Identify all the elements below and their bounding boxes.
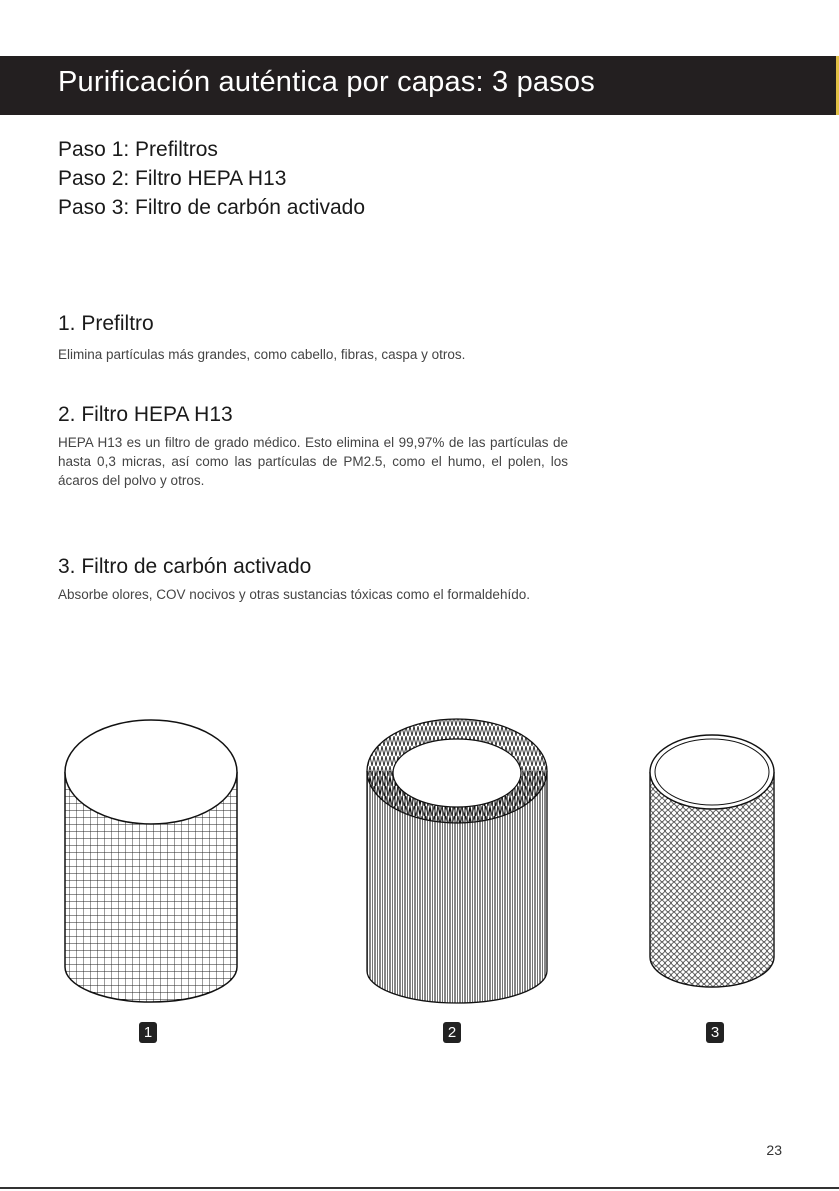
header-bar xyxy=(0,56,836,115)
section-text: HEPA H13 es un filtro de grado médico. Esto elimina el 99,97% de las partículas de hasta 0,3 micras, así como las partículas de PM2.5, como el humo, el polen, los ácaros del polvo y otros. xyxy=(58,435,568,488)
filter-badge: 3 xyxy=(706,1022,724,1043)
prefilter-mesh-cylinder-icon xyxy=(62,712,240,1012)
step-item: Paso 3: Filtro de carbón activado xyxy=(58,196,366,219)
carbon-honeycomb-cylinder-icon xyxy=(647,732,777,994)
section-text: Elimina partículas más grandes, como cabello, fibras, caspa y otros. xyxy=(58,347,466,362)
section-title: 1. Prefiltro xyxy=(58,312,154,335)
section-text: Absorbe olores, COV nocivos y otras sustancias tóxicas como el formaldehído. xyxy=(58,587,530,602)
hepa-pleated-cylinder-icon xyxy=(364,716,550,1006)
filter-badge: 2 xyxy=(443,1022,461,1043)
page-number: 23 xyxy=(766,1142,782,1158)
bottom-rule xyxy=(0,1187,839,1189)
page-title: Purificación auténtica por capas: 3 pasos xyxy=(58,66,595,98)
filter-badge: 1 xyxy=(139,1022,157,1043)
section-title: 2. Filtro HEPA H13 xyxy=(58,403,233,426)
section-title: 3. Filtro de carbón activado xyxy=(58,555,312,578)
step-item: Paso 1: Prefiltros xyxy=(58,138,218,161)
step-item: Paso 2: Filtro HEPA H13 xyxy=(58,167,287,190)
steps-list xyxy=(58,135,365,222)
